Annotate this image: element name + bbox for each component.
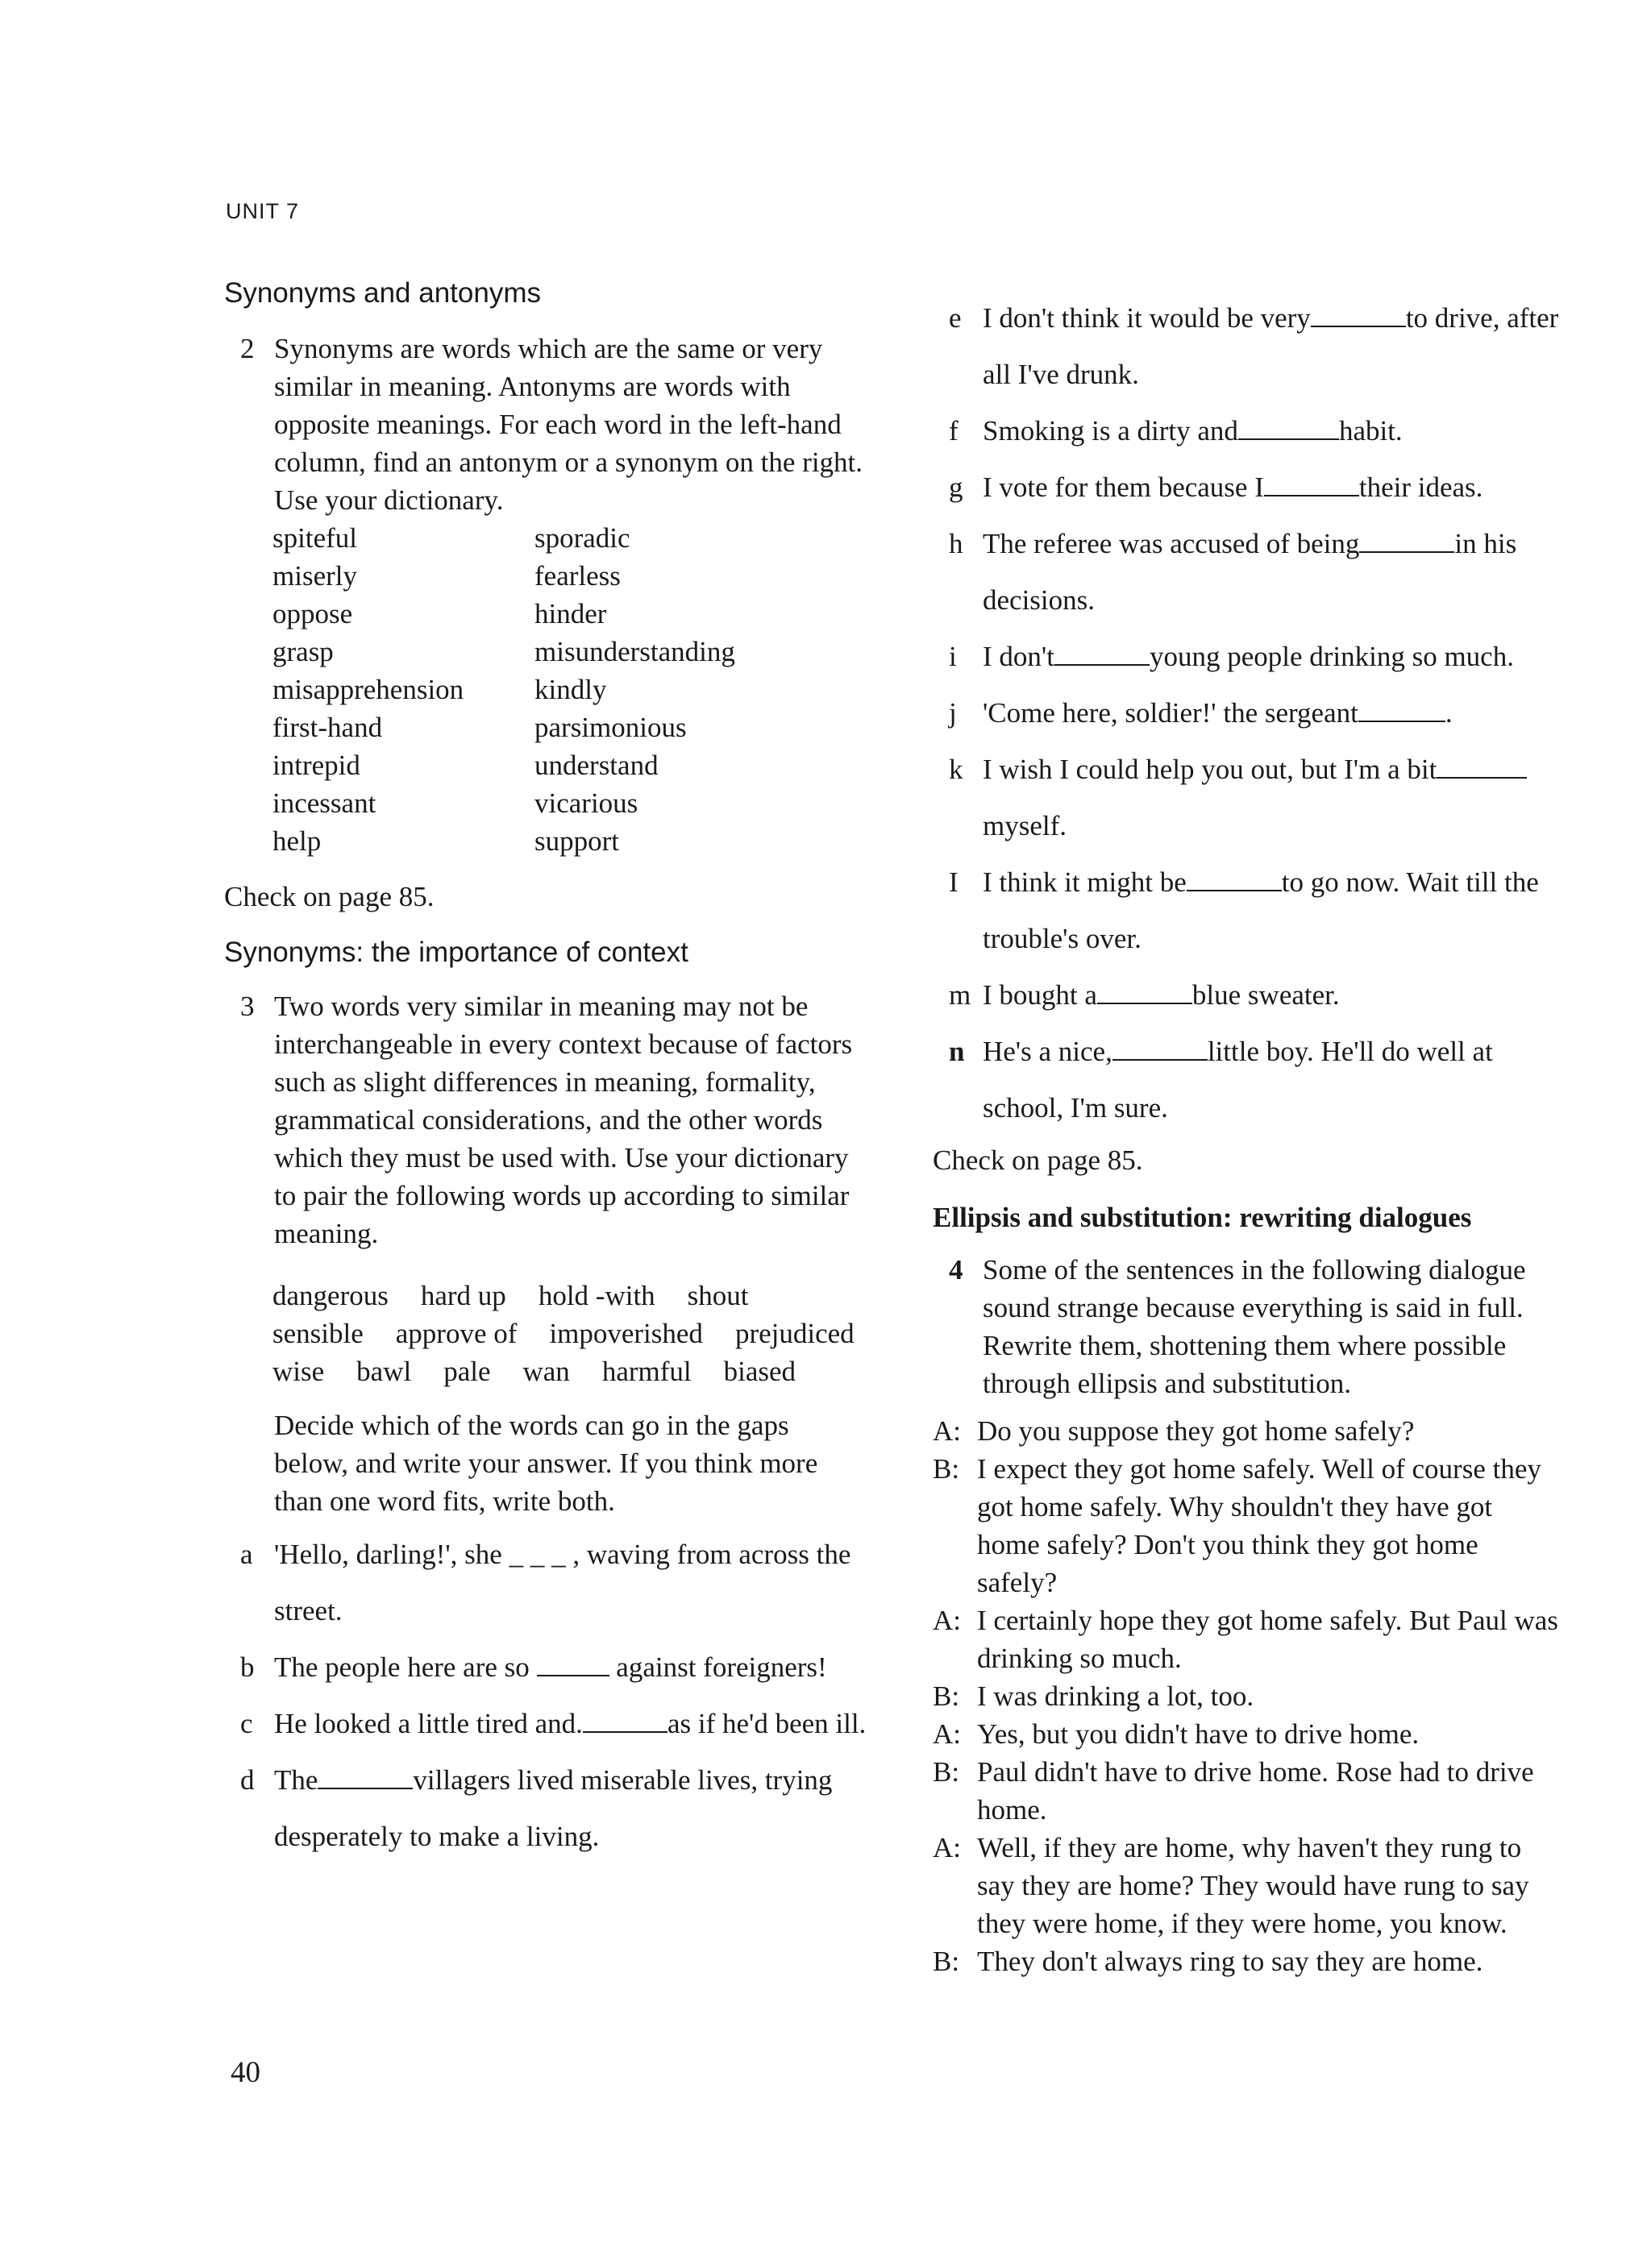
item-text: The (274, 1764, 318, 1796)
answer-blank[interactable] (1097, 978, 1192, 1004)
gap-item-a (224, 1527, 869, 1639)
line-text: Do you suppose they got home safely? (977, 1415, 1415, 1447)
item-text: The referee was accused of being (983, 528, 1360, 559)
word: bawl (356, 1356, 412, 1387)
word: shout (687, 1280, 749, 1311)
item-letter: I (949, 866, 959, 898)
word: impoverished (549, 1318, 703, 1349)
answer-blank[interactable] (1311, 301, 1406, 327)
word-row (272, 1352, 869, 1390)
line-text: Yes, but you didn't have to drive home. (977, 1718, 1420, 1750)
speaker-label: A: (933, 1415, 961, 1447)
speaker-label: B: (933, 1453, 960, 1485)
speaker-label: B: (933, 1756, 960, 1788)
gap-item-h (933, 516, 1562, 629)
gap-item-e (933, 290, 1562, 403)
item-text-after: their ideas. (1358, 471, 1483, 503)
item-text: I don't (983, 641, 1054, 672)
speaker-label: B: (933, 1680, 960, 1712)
exercise-2 (224, 330, 869, 519)
right-word: sporadic (534, 522, 630, 554)
gap-item-l (933, 854, 1562, 967)
check-note: Check on page 85. (224, 881, 435, 912)
left-word: incessant (272, 787, 376, 819)
item-text-after: against foreigners! (616, 1651, 827, 1683)
item-text-after: villagers lived miserable lives, trying desperately to make a living. (274, 1764, 833, 1852)
gap-item-d (224, 1752, 869, 1865)
answer-blank[interactable] (537, 1651, 609, 1676)
exercise-instructions: Some of the sentences in the following dialogue sound strange because everything is said in full. Rewrite them, shottening them where possible through ellipsis and substitution. (983, 1254, 1526, 1399)
dialogue-line (933, 1601, 1562, 1677)
right-word: misunderstanding (534, 636, 735, 667)
item-text: I don't think it would be very (983, 302, 1311, 334)
word: prejudiced (734, 1318, 855, 1349)
item-letter: d (240, 1764, 255, 1796)
item-text-after: blue sweater. (1191, 979, 1340, 1011)
dialogue (933, 1412, 1562, 1980)
item-text: I think it might be (983, 866, 1187, 898)
item-text-after: to go now. Wait till the trouble's over. (983, 866, 1539, 954)
item-text-after: as if he'd been ill. (667, 1708, 867, 1739)
gap-item-i (933, 629, 1562, 685)
section-heading-ellipsis: Ellipsis and substitution: rewriting dialogues (933, 1202, 1472, 1233)
dialogue-line (933, 1677, 1562, 1715)
gap-item-f (933, 403, 1562, 459)
line-text: Well, if they are home, why haven't they rung to say they are home? They would have rung to say they were home, if they were home, you know. (977, 1832, 1529, 1939)
exercise-4 (933, 1251, 1562, 1402)
exercise-number: 2 (240, 333, 255, 364)
section-heading-synonyms-antonyms: Synonyms and antonyms (224, 277, 541, 309)
item-letter: c (240, 1708, 253, 1739)
right-word: parsimonious (534, 712, 687, 743)
gap-item-g (933, 459, 1562, 516)
item-text: The people here are so (274, 1651, 530, 1683)
page-number: 40 (231, 2056, 260, 2089)
word: approve of (395, 1318, 518, 1349)
item-letter: m (949, 979, 971, 1011)
dialogue-line (933, 1753, 1562, 1829)
left-word: grasp (272, 636, 334, 667)
item-text: He looked a little tired and. (274, 1708, 583, 1739)
word: dangerous (272, 1280, 389, 1311)
line-text: I expect they got home safely. Well of course they got home safely. Why shouldn't they have got home safely? Don't you think they got home safely? (977, 1453, 1541, 1598)
dialogue-line (933, 1715, 1562, 1753)
exercise-instructions: Synonyms are words which are the same or very similar in meaning. Antonyms are words with opposite meanings. For each word in the left-hand column, find an antonym or a synonym on the right. Use your dictionary. (274, 333, 863, 516)
exercise-instructions: Two words very similar in meaning may not be interchangeable in every context because of factors such as slight differences in meaning, formality, grammatical considerations, and the other words which they must be used with. Use your dictionary to pair the following words up according to similar meaning. (274, 991, 853, 1249)
decide-instructions: Decide which of the words can go in the gaps below, and write your answer. If you think more than one word fits, write both. (274, 1410, 818, 1517)
word: hold -with (538, 1280, 655, 1311)
right-word: vicarious (534, 787, 638, 819)
item-text: 'Hello, darling!', she _ _ _ , waving from across the street. (274, 1539, 851, 1626)
gap-item-b (224, 1639, 869, 1696)
line-text: I certainly hope they got home safely. But Paul was drinking so much. (977, 1605, 1558, 1674)
item-letter: g (949, 471, 963, 503)
item-text-after: myself. (983, 810, 1067, 841)
left-word: miserly (272, 560, 357, 592)
item-text: Smoking is a dirty and (983, 415, 1238, 447)
right-word: hinder (534, 598, 607, 629)
gap-item-j (933, 685, 1562, 741)
item-text-after: young people drinking so much. (1149, 641, 1514, 672)
word-row (272, 1277, 869, 1315)
right-word: kindly (534, 674, 607, 705)
dialogue-line (933, 1450, 1562, 1601)
dialogue-line (933, 1942, 1562, 1980)
answer-blank[interactable] (1264, 471, 1359, 496)
left-word: misapprehension (272, 674, 464, 705)
item-letter: i (949, 641, 957, 672)
item-letter: a (240, 1539, 253, 1570)
word: pale (443, 1356, 491, 1387)
exercise-number: 4 (949, 1254, 963, 1286)
left-column (224, 274, 869, 1865)
answer-blank[interactable] (1054, 640, 1150, 666)
answer-blank[interactable] (583, 1707, 667, 1733)
word: wise (272, 1356, 325, 1387)
item-text: I vote for them because I (983, 471, 1264, 503)
gap-item-n (933, 1024, 1562, 1136)
item-text: I wish I could help you out, but I'm a bit (983, 754, 1437, 785)
word-box (224, 1277, 869, 1390)
item-text-after: habit. (1338, 415, 1403, 447)
exercise-number: 3 (240, 991, 255, 1022)
dialogue-line (933, 1412, 1562, 1450)
item-letter: k (949, 754, 963, 785)
answer-blank[interactable] (1359, 527, 1454, 553)
answer-blank[interactable] (1187, 866, 1282, 891)
gap-item-c (224, 1696, 869, 1752)
answer-blank[interactable] (1238, 414, 1339, 440)
item-text-after: in his decisions. (983, 528, 1517, 616)
right-column (933, 290, 1562, 1980)
speaker-label: B: (933, 1946, 960, 1977)
speaker-label: A: (933, 1605, 961, 1636)
item-text: I bought a (983, 979, 1097, 1011)
item-text: He's a nice, (983, 1036, 1112, 1067)
item-text-after: to drive, after all I've drunk. (983, 302, 1559, 390)
dialogue-line (933, 1829, 1562, 1942)
word-pair-list (272, 519, 869, 860)
item-text-after: little boy. He'll do well at school, I'm sure. (983, 1036, 1493, 1124)
item-letter: b (240, 1651, 255, 1683)
left-word: spiteful (272, 522, 357, 554)
answer-blank[interactable] (318, 1763, 413, 1789)
item-letter: h (949, 528, 963, 559)
word: biased (723, 1356, 796, 1387)
answer-blank[interactable] (1358, 696, 1445, 722)
right-word: support (534, 825, 619, 857)
exercise-3 (224, 987, 869, 1252)
right-word: fearless (534, 560, 621, 592)
word: sensible (272, 1318, 364, 1349)
item-letter: n (949, 1036, 965, 1067)
speaker-label: A: (933, 1832, 961, 1863)
item-letter: j (949, 697, 957, 729)
line-text: Paul didn't have to drive home. Rose had to drive home. (977, 1756, 1534, 1826)
left-word: help (272, 825, 322, 857)
unit-label: UNIT 7 (226, 199, 300, 223)
gap-item-m (933, 967, 1562, 1024)
answer-blank[interactable] (1112, 1035, 1208, 1061)
line-text: They don't always ring to say they are home. (977, 1946, 1483, 1977)
word: hard up (420, 1280, 506, 1311)
item-letter: e (949, 302, 962, 334)
left-word: intrepid (272, 750, 360, 781)
speaker-label: A: (933, 1718, 961, 1750)
line-text: I was drinking a lot, too. (977, 1680, 1254, 1712)
left-word: oppose (272, 598, 353, 629)
word: harmful (601, 1356, 692, 1387)
left-word: first-hand (272, 712, 383, 743)
right-word: understand (534, 750, 659, 781)
item-text: 'Come here, soldier!' the sergeant (983, 697, 1358, 729)
word: wan (522, 1356, 570, 1387)
item-text-after: . (1445, 697, 1453, 729)
gap-item-k (933, 741, 1562, 854)
item-letter: f (949, 415, 959, 447)
word-row (272, 1315, 869, 1352)
check-note: Check on page 85. (933, 1144, 1143, 1176)
section-heading-context: Synonyms: the importance of context (224, 937, 688, 968)
answer-blank[interactable] (1437, 753, 1527, 779)
